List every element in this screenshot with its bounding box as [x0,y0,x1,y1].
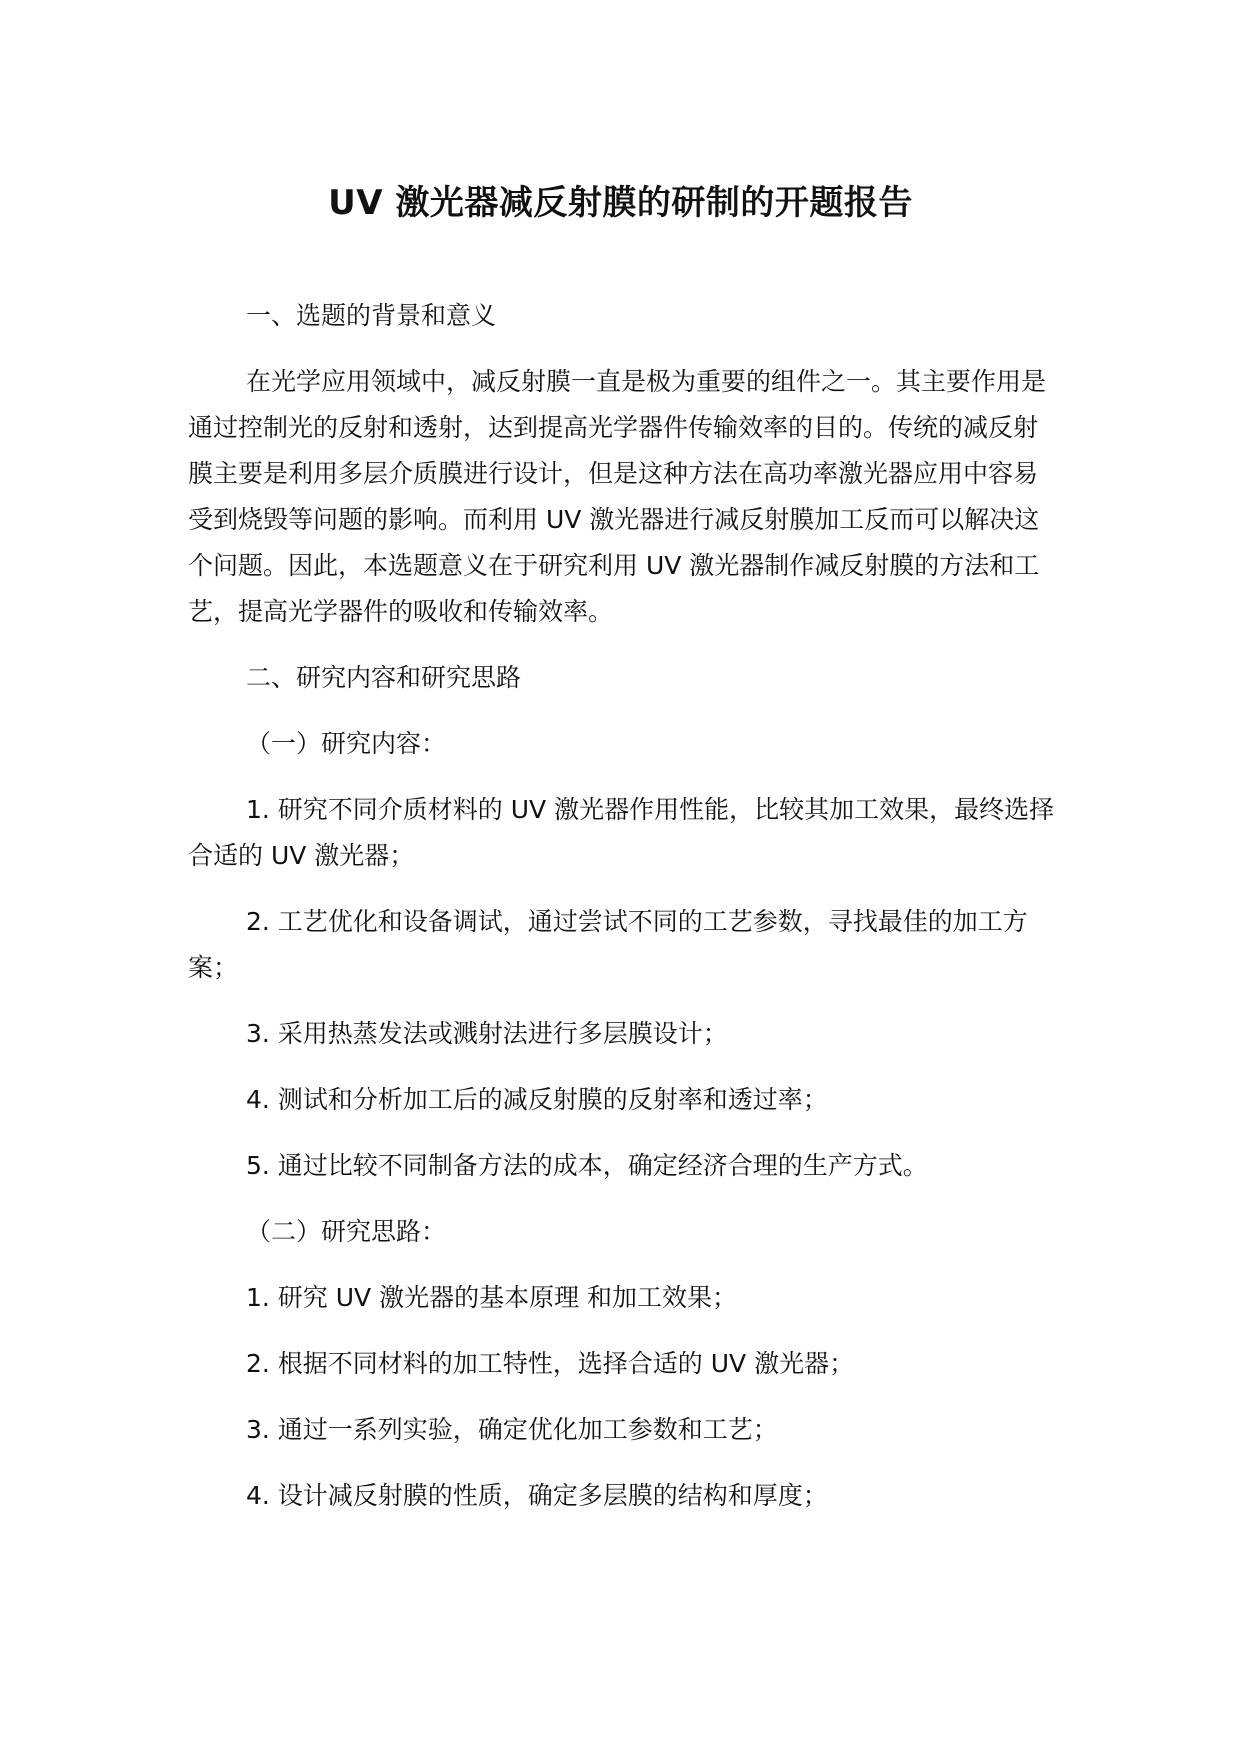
subsection-2-heading: （二）研究思路： [246,1217,447,1246]
section-1-heading: 一、选题的背景和意义 [246,301,497,330]
research-approach-item: 2. 根据不同材料的加工特性，选择合适的 UV 激光器； [246,1349,855,1378]
research-approach-item: 3. 通过一系列实验，确定优化加工参数和工艺； [246,1415,778,1444]
section-1-paragraph: 在光学应用领域中，减反射膜一直是极为重要的组件之一。其主要作用是通过控制光的反射和透射，达到提高光学器件传输效率的目的。传统的减反射膜主要是利用多层介质膜进行设计，但是这种方法在高功率激光器应用中容易受到烧毁等问题的影响。而利用 UV 激光器进行减反射膜加工反而可以解决这个问题。因此，本选题意义在于研究利用 UV 激光器制作减反射膜的方法和工艺，提高光学器件的吸收和传输效率。 [188,367,1047,626]
section-2-heading: 二、研究内容和研究思路 [246,663,522,692]
research-content-item: 4. 测试和分析加工后的减反射膜的反射率和透过率； [246,1085,828,1114]
research-approach-item: 4. 设计减反射膜的性质，确定多层膜的结构和厚度； [246,1481,828,1510]
subsection-1-heading: （一）研究内容： [246,729,447,758]
document-body [188,293,1058,1519]
research-approach-item: 1. 研究 UV 激光器的基本原理 和加工效果； [246,1283,738,1312]
research-content-item: 5. 通过比较不同制备方法的成本，确定经济合理的生产方式。 [246,1151,928,1180]
research-content-item: 3. 采用热蒸发法或溅射法进行多层膜设计； [246,1019,728,1048]
research-content-item: 1. 研究不同介质材料的 UV 激光器作用性能，比较其加工效果，最终选择合适的 UV 激光器； [188,795,1055,870]
document-title: UV 激光器减反射膜的研制的开题报告 [328,183,913,223]
research-content-item: 2. 工艺优化和设备调试，通过尝试不同的工艺参数，寻找最佳的加工方案； [188,907,1028,982]
